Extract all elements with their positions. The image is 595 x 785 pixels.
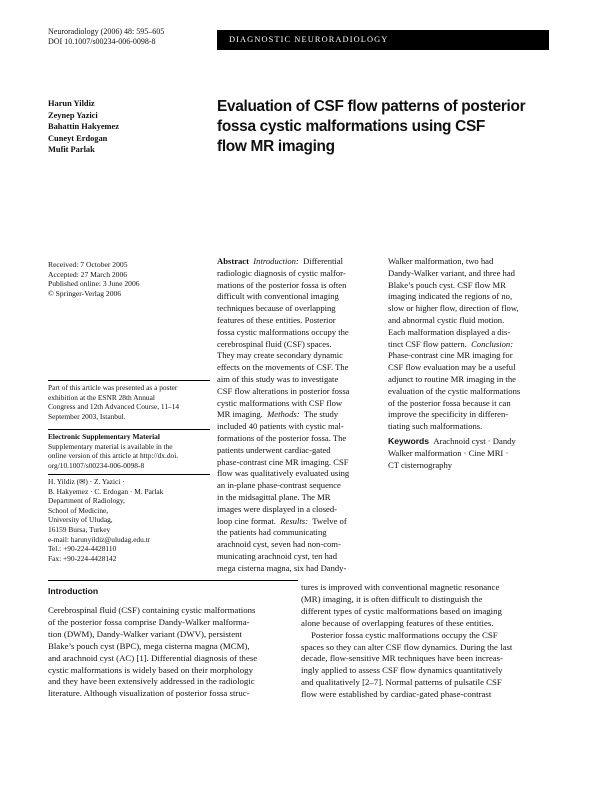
abstract-line: Each malformation displayed a dis- <box>388 326 511 337</box>
author-list <box>48 98 119 156</box>
abstract-line: the patients had communicating <box>217 527 327 538</box>
abstract-line: cerebrospinal fluid (CSF) spaces. <box>217 338 332 349</box>
abstract-line: Walker malformation, two had <box>388 256 494 266</box>
accepted-date: Accepted: 27 March 2006 <box>48 269 128 279</box>
abstract-line: in the midsagittal plane. The MR <box>217 491 331 502</box>
abstract-line: CSF flow evaluation may be a useful <box>388 362 516 373</box>
keywords-label: Keywords <box>388 436 430 446</box>
body-column-2 <box>301 582 512 701</box>
section-label: Introduction: <box>253 256 299 266</box>
divider <box>48 474 210 475</box>
body-line: spaces so they can alter CSF flow dynamics. During the last <box>301 641 513 652</box>
abstract-line: effects on the movements of CSF. The <box>217 362 349 373</box>
abstract-line: municating arachnoid cyst, ten had <box>217 550 338 561</box>
abstract-line: slow or higher flow, direction of flow, <box>388 303 519 314</box>
presentation-note <box>48 383 208 421</box>
supplementary-material <box>48 432 178 470</box>
body-line: alone because of overlapping features of these entities. <box>301 617 494 628</box>
contact-line: Fax: +90-224-4428142 <box>48 553 117 563</box>
abstract-line: mations of the posterior fossa is often <box>217 279 347 290</box>
body-line: literature. Although visualization of posterior fossa struc- <box>48 688 250 699</box>
divider <box>48 580 298 581</box>
body-line: decade, flow-sensitive MR techniques have been increas- <box>301 653 504 664</box>
body-line: Posterior fossa cystic malformations occupy the CSF <box>311 629 498 640</box>
body-line: and arachnoid cyst (AC) [1]. Differential diagnosis of these <box>48 652 258 663</box>
journal-citation: Neuroradiology (2006) 48: 595–605 <box>48 27 165 36</box>
keywords-line: Walker malformation · Cine MRI · <box>388 447 509 458</box>
author-name: Cuneyt Erdogan <box>48 133 108 143</box>
body-line: tion (DWM), Dandy-Walker variant (DWV), persistent <box>48 628 242 639</box>
abstract-line: Phase-contrast cine MR imaging for <box>388 350 513 361</box>
abstract-line: aim of this study was to investigate <box>217 373 339 384</box>
section-heading: Introduction <box>48 586 99 596</box>
section-banner: DIAGNOSTIC NEURORADIOLOGY <box>217 30 549 50</box>
abstract-line: an in-plane phase-contrast sequence <box>217 480 341 491</box>
abstract-line: Differential <box>303 256 344 266</box>
abstract-column-2 <box>388 256 520 433</box>
title-line: fossa cystic malformations using CSF <box>217 118 486 135</box>
section-label: Results: <box>280 515 308 526</box>
abstract-line: radiologic diagnosis of cystic malfor- <box>217 267 346 278</box>
abstract-line: improve the specificity in differen- <box>388 409 509 420</box>
section-label: Methods: <box>267 409 300 420</box>
esm-line[interactable]: org/10.1007/s00234-006-0098-8 <box>48 460 145 470</box>
abstract-line: included 40 patients with cystic mal- <box>217 421 344 432</box>
abstract-line: loop cine format. <box>217 515 276 526</box>
abstract-line: cystic malformations with CSF flow <box>217 397 343 408</box>
journal-header <box>48 27 164 47</box>
abstract-line: Dandy-Walker variant, and three had <box>388 267 515 278</box>
title-line: flow MR imaging <box>217 138 335 155</box>
published-date: Published online: 3 June 2006 <box>48 279 140 289</box>
abstract-line: phase-contrast cine MR imaging. CSF <box>217 456 349 467</box>
contact-line: University of Uludag, <box>48 515 113 525</box>
note-line: Part of this article was presented as a poster <box>48 383 178 392</box>
esm-line: Supplementary material is available in the <box>48 441 173 451</box>
contact-line: Department of Radiology, <box>48 496 125 506</box>
abstract-line: features of these entities. Posterior <box>217 314 336 325</box>
body-line: and qualitatively [2–7]. Normal patterns of pulsatile CSF <box>301 677 502 688</box>
contact-line: Tel.: +90-224-4428110 <box>48 544 117 554</box>
contact-line: 16159 Bursa, Turkey <box>48 524 111 534</box>
author-name: Bahattin Hakyemez <box>48 122 119 131</box>
contact-line: H. Yildiz (✉) · Z. Yazici · <box>48 477 125 486</box>
abstract-column-1 <box>217 256 349 575</box>
esm-heading: Electronic Supplementary Material <box>48 432 160 441</box>
esm-line[interactable]: online version of this article at http://dx.doi. <box>48 451 179 461</box>
abstract-label: Abstract <box>217 256 249 266</box>
abstract-line: mega cisterna magna, six had Dandy- <box>217 562 347 573</box>
abstract-line: tinct CSF flow pattern. <box>388 338 467 349</box>
abstract-line: patients underwent cardiac-gated <box>217 444 331 455</box>
contact-line: School of Medicine, <box>48 505 109 515</box>
abstract-line: CSF flow alterations in posterior fossa <box>217 385 350 396</box>
note-line: September 2003, Istanbul. <box>48 411 126 421</box>
body-line: different types of cystic malformations based on imaging <box>301 605 502 616</box>
abstract-line: evaluation of the cystic malformations <box>388 385 521 396</box>
abstract-line: flow was qualitatively evaluated using <box>217 468 350 479</box>
abstract-line: difficult with conventional imaging <box>217 291 339 302</box>
note-line: Congress and 12th Advanced Course, 11–14 <box>48 402 180 412</box>
keywords-line: Arachnoid cyst · Dandy <box>433 436 516 446</box>
body-line: flow were established by cardiac-gated phase-contrast <box>301 689 492 700</box>
body-line: and they have been extensively addressed in the radiologic <box>48 676 255 687</box>
author-name: Mufit Parlak <box>48 145 95 154</box>
abstract-line: The study <box>303 409 339 420</box>
body-line: Blake’s pouch cyst (BPC), mega cisterna magna (MCM), <box>48 640 250 651</box>
divider <box>48 429 210 430</box>
author-name: Harun Yildiz <box>48 99 95 108</box>
copyright: © Springer-Verlag 2006 <box>48 288 122 298</box>
contact-block <box>48 477 163 563</box>
abstract-line: formations of the posterior fossa. The <box>217 432 347 443</box>
body-line: ingly applied to assess CSF flow dynamics quantitatively <box>301 665 503 676</box>
title-line: Evaluation of CSF flow patterns of posterior <box>217 98 526 115</box>
keywords-line: CT cisternography <box>388 459 453 470</box>
abstract-line: MR imaging. <box>217 409 263 420</box>
body-line: (MR) imaging, it is often difficult to distinguish the <box>301 593 483 604</box>
abstract-line: fossa cystic malformations occupy the <box>217 326 349 337</box>
body-line: of the posterior fossa comprise Dandy-Walker malforma- <box>48 616 250 627</box>
abstract-line: arachnoid cyst, seven had non-com- <box>217 539 341 550</box>
abstract-line: and abnormal cystic fluid motion. <box>388 314 505 325</box>
abstract-line: They may create secondary dynamic <box>217 350 343 361</box>
abstract-line: imaging indicated the regions of no, <box>388 291 513 302</box>
body-line: tures is improved with conventional magnetic resonance <box>301 582 500 592</box>
body-column-1 <box>48 605 257 700</box>
abstract-line: of the posterior fossa because it can <box>388 397 511 408</box>
keywords <box>388 436 516 471</box>
contact-line: B. Hakyemez · C. Erdogan · M. Parlak <box>48 486 164 496</box>
abstract-line: Twelve of <box>312 515 347 526</box>
journal-doi: DOI 10.1007/s00234-006-0098-8 <box>48 37 156 46</box>
email-link[interactable]: e-mail: harunyildiz@uludag.edu.tr <box>48 534 151 544</box>
author-name: Zeynep Yazici <box>48 110 98 120</box>
section-label: Conclusion: <box>471 338 514 349</box>
abstract-line: tiating such malformations. <box>388 421 483 432</box>
publication-dates <box>48 260 140 298</box>
abstract-line: images were displayed in a closed- <box>217 503 338 514</box>
received-date: Received: 7 October 2005 <box>48 260 128 269</box>
note-line: exhibition at the ESNR 28th Annual <box>48 392 155 402</box>
body-line: Cerebrospinal fluid (CSF) containing cystic malformations <box>48 605 256 615</box>
abstract-line: techniques because of overlapping <box>217 303 336 314</box>
abstract-line: adjunct to routine MR imaging in the <box>388 373 516 384</box>
divider <box>48 380 210 381</box>
abstract-line: Blake’s pouch cyst. CSF flow MR <box>388 279 506 290</box>
body-line: cystic malformations is widely based on their morphology <box>48 664 253 675</box>
article-title <box>217 97 537 157</box>
